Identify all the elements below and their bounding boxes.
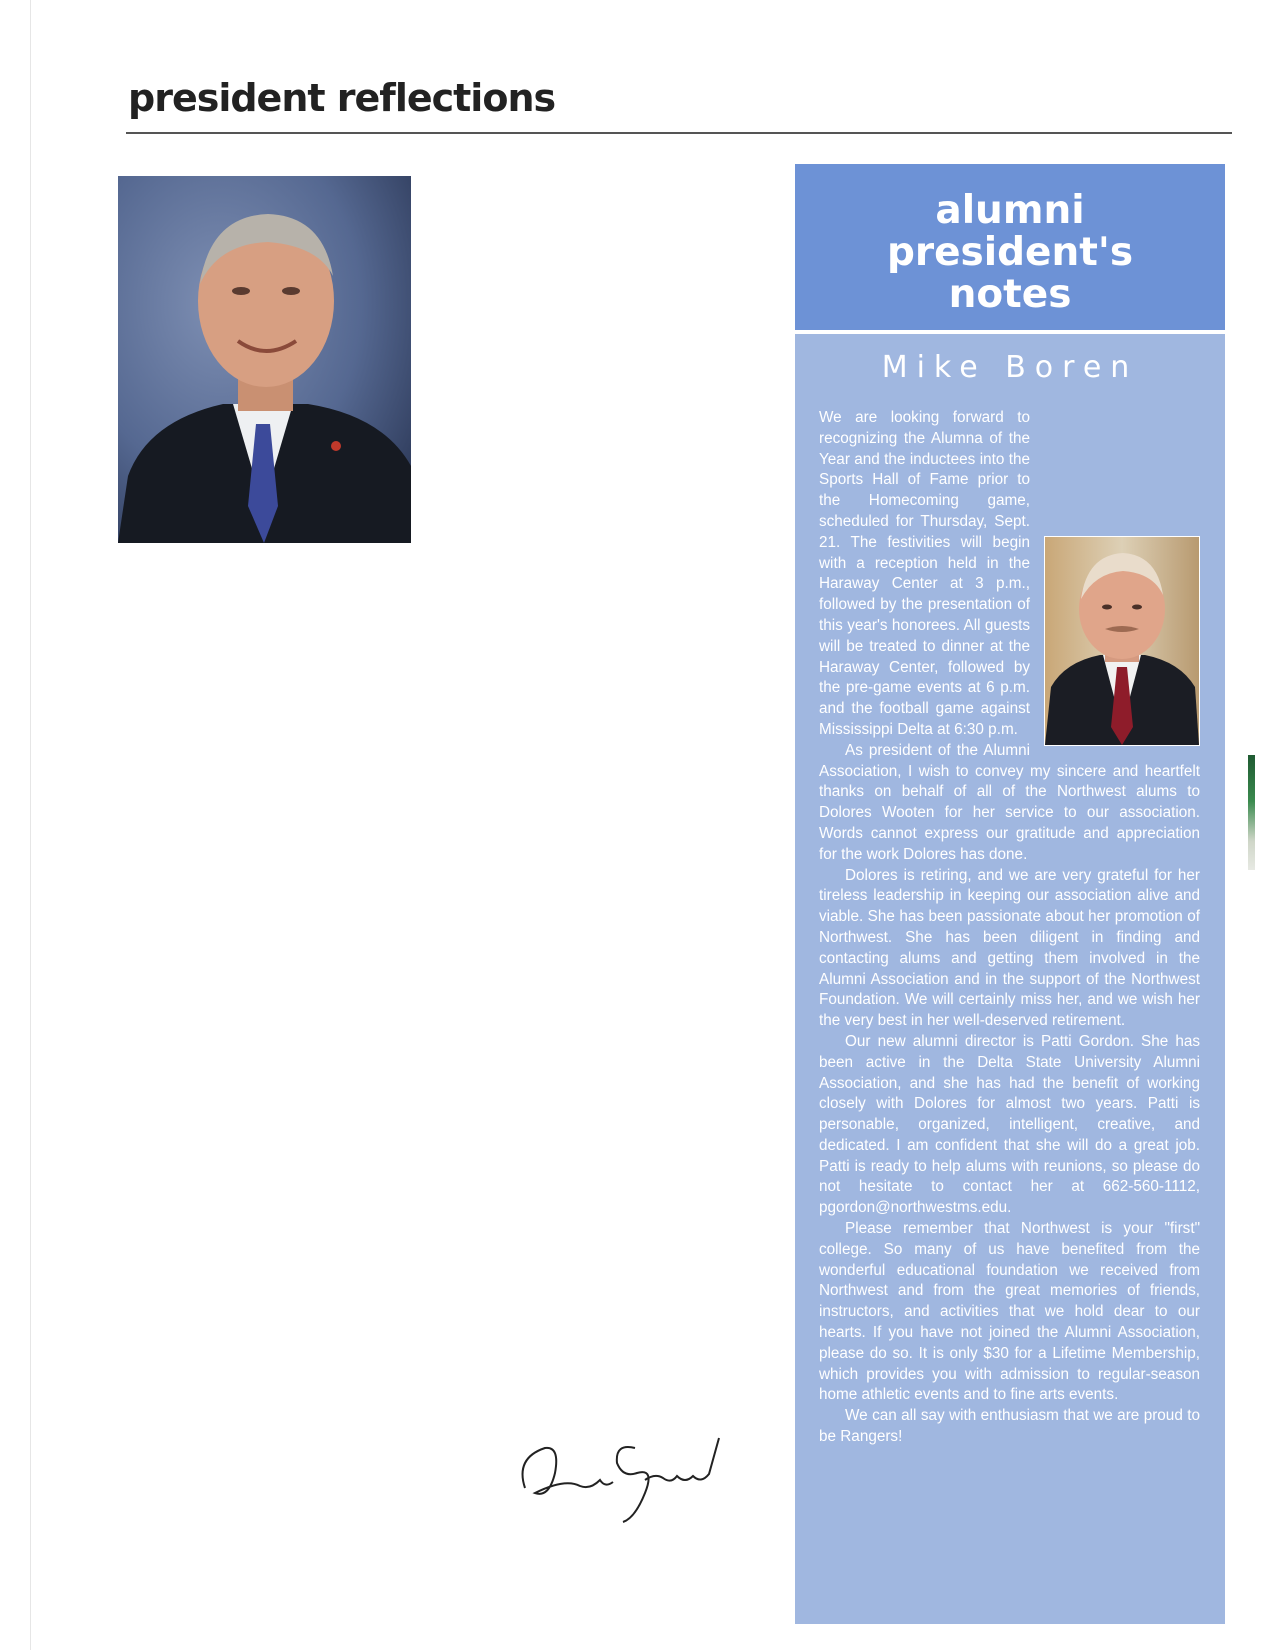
sidebar-header — [795, 164, 1225, 330]
sidebar-title-line: president's — [886, 230, 1134, 275]
notes-paragraph: As president of the Alumni Association, I wish to convey my sincere and heartfelt thanks on behalf of all of the Northwest alums to Dolores Wooten for her service to our association. Words cannot express our gratitude and appreciation for the work Dolores has done. — [819, 741, 1200, 863]
notes-paragraph: Our new alumni director is Patti Gordon. She has been active in the Delta State University Alumni Association, and she has had the benefit of working closely with Dolores for almost two years. Patti is personable, organized, intelligent, creative, and dedicated. I am confident that she will do a great job. Patti is ready to help alums with reunions, so please do not hesitate to contact her at 662-560-1112, pgordon@northwestms.edu. — [819, 1032, 1200, 1217]
alumni-president-photo — [1044, 536, 1200, 746]
author-name: Mike Boren — [881, 350, 1139, 385]
signature — [505, 1418, 735, 1528]
sidebar-title-line: alumni — [935, 188, 1085, 233]
president-portrait-photo — [118, 176, 411, 543]
sidebar-title-line: notes — [948, 272, 1072, 317]
title-rule — [126, 132, 1232, 134]
page-edge-line — [30, 0, 31, 1650]
notes-paragraph: Please remember that Northwest is your "first" college. So many of us have benefited from the wonderful educational foundation we received from Northwest and from the great memories of friends, instructors, and activities that we hold dear to our hearts. If you have not joined the Alumni Association, please do so. It is only $30 for a Lifetime Membership, which provides you with admission to regular-season home athletic events and to fine arts events. — [819, 1220, 1200, 1404]
alumni-notes-sidebar — [795, 164, 1225, 1624]
sidebar-divider — [795, 330, 1225, 334]
notes-paragraph: Dolores is retiring, and we are very grateful for her tireless leadership in keeping our association alive and viable. She has been passionate about her promotion of Northwest. She has been diligent in finding and contacting alums and getting them involved in the Alumni Association and in the support of the Northwest Foundation. We will certainly miss her, and we wish her the very best in her well-deserved retirement. — [819, 866, 1200, 1030]
notes-body — [819, 408, 1200, 1448]
section-title: president reflections — [128, 76, 556, 120]
adjacent-page-edge — [1248, 755, 1255, 870]
notes-paragraph: We are looking forward to recognizing the Alumna of the Year and the inductees into the Sports Hall of Fame prior to the Homecoming game, scheduled for Thursday, Sept. 21. The festivities will begin with a reception held in the Haraway Center at 3 p.m., followed by the presentation of this year's honorees. All guests will be treated to dinner at the Haraway Center, followed by the pre-game events at 6 p.m. and the football game against Mississippi Delta at 6:30 p.m. — [819, 409, 1030, 738]
notes-paragraph: We can all say with enthusiasm that we are proud to be Rangers! — [819, 1407, 1200, 1446]
sidebar-title — [795, 190, 1225, 316]
